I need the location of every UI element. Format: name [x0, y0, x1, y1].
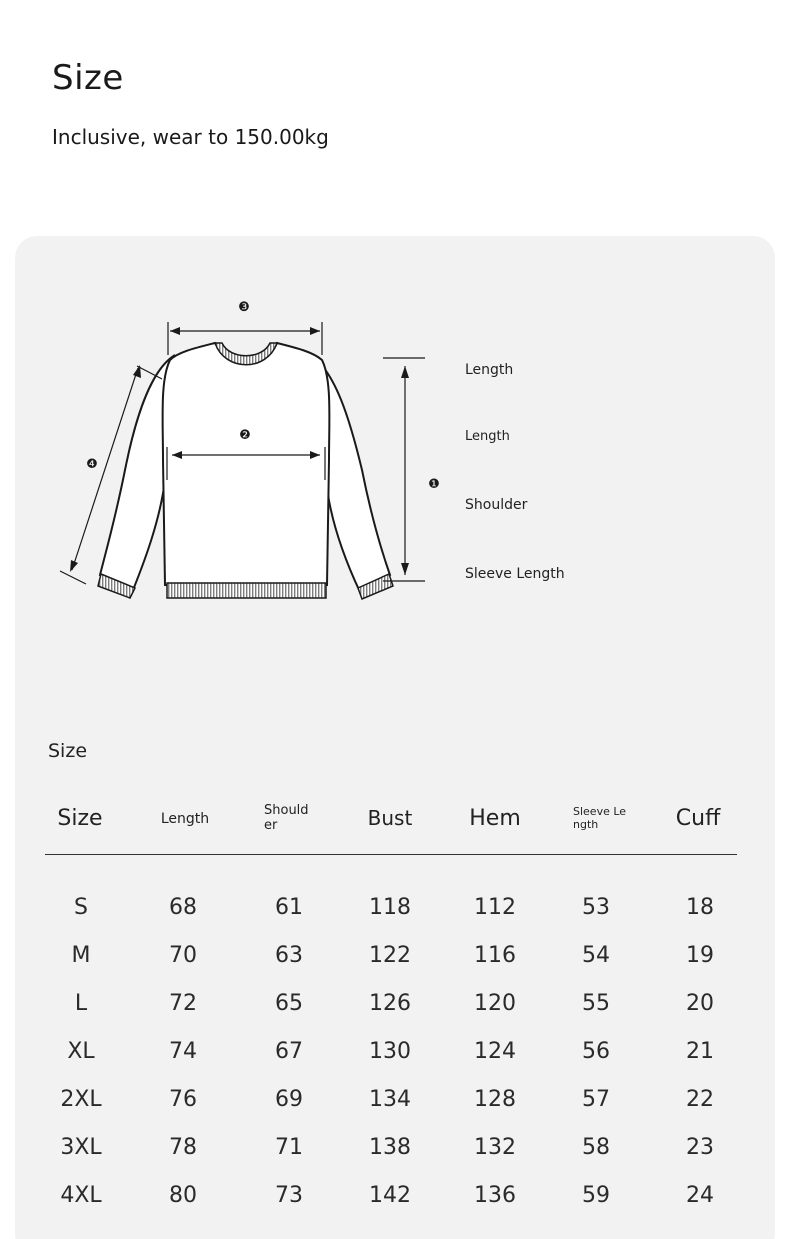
table-row	[0, 979, 790, 1027]
table-cell: M	[71, 942, 91, 968]
column-header-size: Size	[57, 805, 103, 831]
table-cell: 65	[275, 990, 303, 1016]
table-cell: 78	[169, 1134, 197, 1160]
table-cell: 55	[582, 990, 610, 1016]
column-header-sleeve-length: Sleeve Le ngth	[573, 805, 627, 831]
marker-1: ❶	[428, 477, 440, 492]
table-cell: 54	[582, 942, 610, 968]
table-cell: 53	[582, 894, 610, 920]
table-cell: 21	[686, 1038, 714, 1064]
table-cell: 58	[582, 1134, 610, 1160]
table-cell: 118	[369, 894, 411, 920]
table-row	[0, 1027, 790, 1075]
table-cell: L	[74, 990, 88, 1016]
table-cell: 59	[582, 1182, 610, 1208]
table-cell: 136	[474, 1182, 516, 1208]
table-cell: 24	[686, 1182, 714, 1208]
table-cell: XL	[67, 1038, 95, 1064]
column-header-shoulder: Should er	[264, 803, 309, 833]
marker-4: ❹	[86, 457, 98, 472]
table-cell: S	[74, 894, 88, 920]
column-header-cuff: Cuff	[675, 805, 721, 831]
table-cell: 74	[169, 1038, 197, 1064]
table-cell: 57	[582, 1086, 610, 1112]
table-cell: 63	[275, 942, 303, 968]
table-cell: 124	[474, 1038, 516, 1064]
marker-2: ❷	[239, 428, 251, 443]
table-cell: 71	[275, 1134, 303, 1160]
table-cell: 80	[169, 1182, 197, 1208]
marker-3: ❸	[238, 300, 250, 315]
table-cell: 18	[686, 894, 714, 920]
table-row	[0, 883, 790, 931]
table-cell: 122	[369, 942, 411, 968]
table-row	[0, 1075, 790, 1123]
table-cell: 138	[369, 1134, 411, 1160]
table-cell: 126	[369, 990, 411, 1016]
legend-item-3: Shoulder	[465, 497, 528, 513]
page-title: Size	[52, 58, 124, 98]
table-cell: 128	[474, 1086, 516, 1112]
table-row	[0, 931, 790, 979]
table-cell: 76	[169, 1086, 197, 1112]
table-cell: 112	[474, 894, 516, 920]
table-cell: 130	[369, 1038, 411, 1064]
table-cell: 23	[686, 1134, 714, 1160]
column-header-hem: Hem	[469, 805, 521, 831]
column-header-bust: Bust	[367, 806, 413, 830]
table-row	[0, 1171, 790, 1219]
table-cell: 132	[474, 1134, 516, 1160]
table-cell: 72	[169, 990, 197, 1016]
table-caption: Size	[48, 740, 88, 762]
table-cell: 70	[169, 942, 197, 968]
table-cell: 56	[582, 1038, 610, 1064]
table-cell: 20	[686, 990, 714, 1016]
table-cell: 116	[474, 942, 516, 968]
table-cell: 134	[369, 1086, 411, 1112]
legend-item-4: Sleeve Length	[465, 566, 565, 582]
legend-item-1: Length	[465, 362, 514, 378]
table-cell: 3XL	[60, 1134, 102, 1160]
body-shape	[163, 343, 330, 585]
table-cell: 73	[275, 1182, 303, 1208]
table-cell: 68	[169, 894, 197, 920]
table-cell: 4XL	[60, 1182, 102, 1208]
table-cell: 67	[275, 1038, 303, 1064]
hem-rib	[167, 583, 326, 598]
table-cell: 69	[275, 1086, 303, 1112]
header-divider	[45, 854, 737, 855]
table-cell: 61	[275, 894, 303, 920]
table-cell: 2XL	[60, 1086, 102, 1112]
legend-item-2: Length	[465, 429, 510, 444]
table-cell: 142	[369, 1182, 411, 1208]
table-cell: 22	[686, 1086, 714, 1112]
column-header-length: Length	[160, 811, 210, 827]
page-subtitle: Inclusive, wear to 150.00kg	[52, 125, 329, 149]
table-cell: 120	[474, 990, 516, 1016]
table-row	[0, 1123, 790, 1171]
table-cell: 19	[686, 942, 714, 968]
